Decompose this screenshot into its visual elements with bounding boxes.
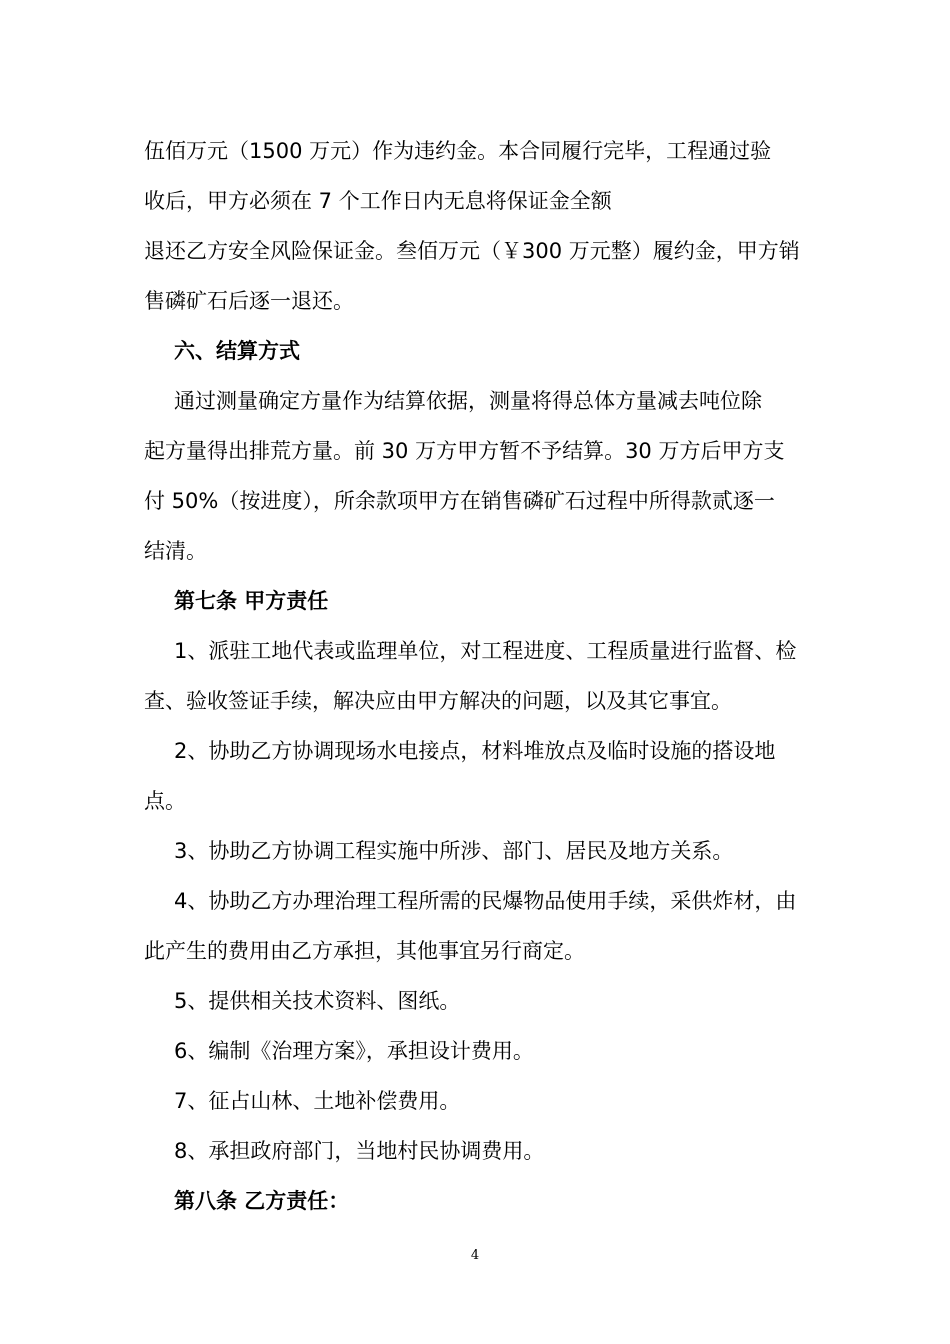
paragraph-line: 结清。 bbox=[144, 539, 207, 563]
list-item: 6、编制《治理方案》，承担设计费用。 bbox=[174, 1039, 534, 1063]
paragraph-line: 付 50%（按进度），所余款项甲方在销售磷矿石过程中所得款贰逐一 bbox=[144, 489, 775, 513]
contract-body bbox=[144, 126, 809, 1226]
paragraph-line: 点。 bbox=[144, 789, 186, 813]
section-heading-article-8: 第八条 乙方责任： bbox=[174, 1189, 350, 1213]
paragraph-line: 伍佰万元（1500 万元）作为违约金。本合同履行完毕，工程通过验 bbox=[144, 139, 772, 163]
section-heading-article-7: 第七条 甲方责任 bbox=[174, 589, 329, 613]
paragraph-line: 售磷矿石后逐一退还。 bbox=[144, 289, 354, 313]
page-number: 4 bbox=[470, 1248, 480, 1263]
list-item: 1、派驻工地代表或监理单位，对工程进度、工程质量进行监督、检 bbox=[174, 639, 797, 663]
list-item: 3、协助乙方协调工程实施中所涉、部门、居民及地方关系。 bbox=[174, 839, 734, 863]
list-item: 8、承担政府部门，当地村民协调费用。 bbox=[174, 1139, 545, 1163]
list-item: 5、提供相关技术资料、图纸。 bbox=[174, 989, 461, 1013]
paragraph-line: 起方量得出排荒方量。前 30 万方甲方暂不予结算。30 万方后甲方支 bbox=[144, 439, 785, 463]
list-item: 7、征占山林、土地补偿费用。 bbox=[174, 1089, 461, 1113]
paragraph-line: 查、验收签证手续，解决应由甲方解决的问题，以及其它事宜。 bbox=[144, 689, 732, 713]
paragraph-line: 此产生的费用由乙方承担，其他事宜另行商定。 bbox=[144, 939, 585, 963]
section-heading-settlement: 六、结算方式 bbox=[174, 339, 300, 363]
paragraph-line: 退还乙方安全风险保证金。叁佰万元（￥300 万元整）履约金，甲方销 bbox=[144, 239, 800, 263]
list-item: 2、协助乙方协调现场水电接点，材料堆放点及临时设施的搭设地 bbox=[174, 739, 776, 763]
paragraph-line: 收后，甲方必须在 7 个工作日内无息将保证金全额 bbox=[144, 189, 612, 213]
paragraph-line: 通过测量确定方量作为结算依据，测量将得总体方量减去吨位除 bbox=[174, 389, 762, 413]
list-item: 4、协助乙方办理治理工程所需的民爆物品使用手续，采供炸材，由 bbox=[174, 889, 797, 913]
